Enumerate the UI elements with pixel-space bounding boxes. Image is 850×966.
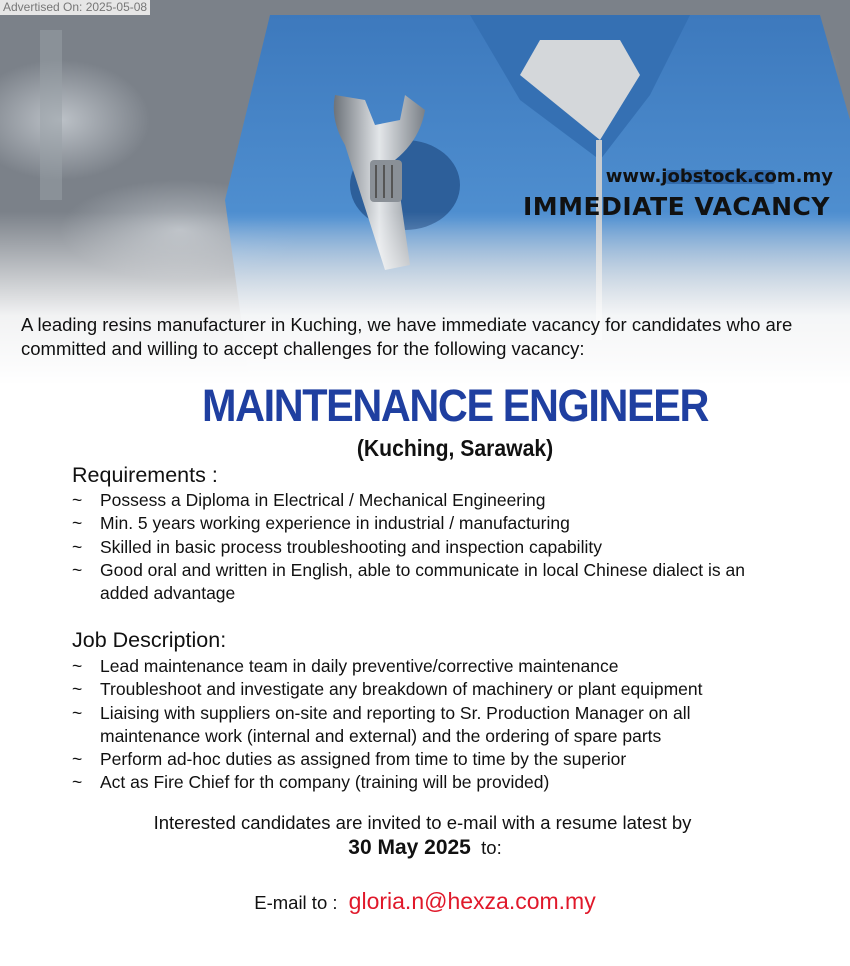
list-item: ~ Good oral and written in English, able to communicate in local Chinese dialect is an added advantage (72, 559, 745, 604)
list-item: ~ Min. 5 years working experience in industrial / manufacturing (72, 512, 792, 535)
job-description-list (72, 655, 792, 795)
immediate-vacancy-heading: IMMEDIATE VACANCY (523, 192, 830, 221)
bullet-tilde: ~ (72, 749, 83, 770)
bullet-tilde: ~ (72, 513, 83, 534)
list-item: ~ Act as Fire Chief for th company (training will be provided) (72, 771, 792, 794)
bullet-tilde: ~ (72, 702, 83, 723)
bullet-tilde: ~ (72, 772, 83, 793)
requirements-heading: Requirements : (72, 463, 218, 487)
list-item: ~ Possess a Diploma in Electrical / Mechanical Engineering (72, 489, 792, 512)
bullet-tilde: ~ (72, 536, 83, 557)
job-location: (Kuching, Sarawak) (356, 435, 554, 461)
website-url: www.jobstock.com.my (605, 166, 833, 187)
bullet-tilde: ~ (72, 656, 83, 676)
advertised-date: Advertised On: 2025-05-08 (0, 0, 150, 15)
email-row (0, 888, 850, 915)
hero-banner (0, 0, 850, 385)
apply-instructions: Interested candidates are invited to e-mail with a resume latest by (153, 812, 692, 833)
intro-paragraph: A leading resins manufacturer in Kuching, we have immediate vacancy for candidates who are committed and willing to accept challenges for the following vacancy: (21, 314, 793, 359)
bullet-tilde: ~ (72, 679, 83, 700)
bullet-tilde: ~ (72, 490, 83, 510)
bullet-tilde: ~ (72, 559, 83, 580)
job-title: MAINTENANCE ENGINEER (201, 380, 709, 431)
job-description-heading: Job Description: (72, 628, 227, 652)
deadline-suffix: to: (481, 837, 502, 858)
email-link[interactable]: gloria.n@hexza.com.my (348, 888, 596, 914)
list-item: ~ Troubleshoot and investigate any breakdown of machinery or plant equipment (72, 678, 792, 701)
list-item: ~ Skilled in basic process troubleshooting and inspection capability (72, 536, 792, 559)
deadline-date: 30 May 2025 (348, 836, 471, 859)
list-item: ~ Lead maintenance team in daily preventive/corrective maintenance (72, 655, 792, 678)
list-item: ~ Liaising with suppliers on-site and reporting to Sr. Production Manager on all maintenance work (internal and external) and the ordering of spare parts (72, 702, 691, 746)
deadline-row (0, 836, 850, 860)
email-label: E-mail to : (254, 892, 338, 913)
requirements-list (72, 489, 792, 605)
list-item: ~ Perform ad-hoc duties as assigned from time to time by the superior (72, 748, 792, 771)
